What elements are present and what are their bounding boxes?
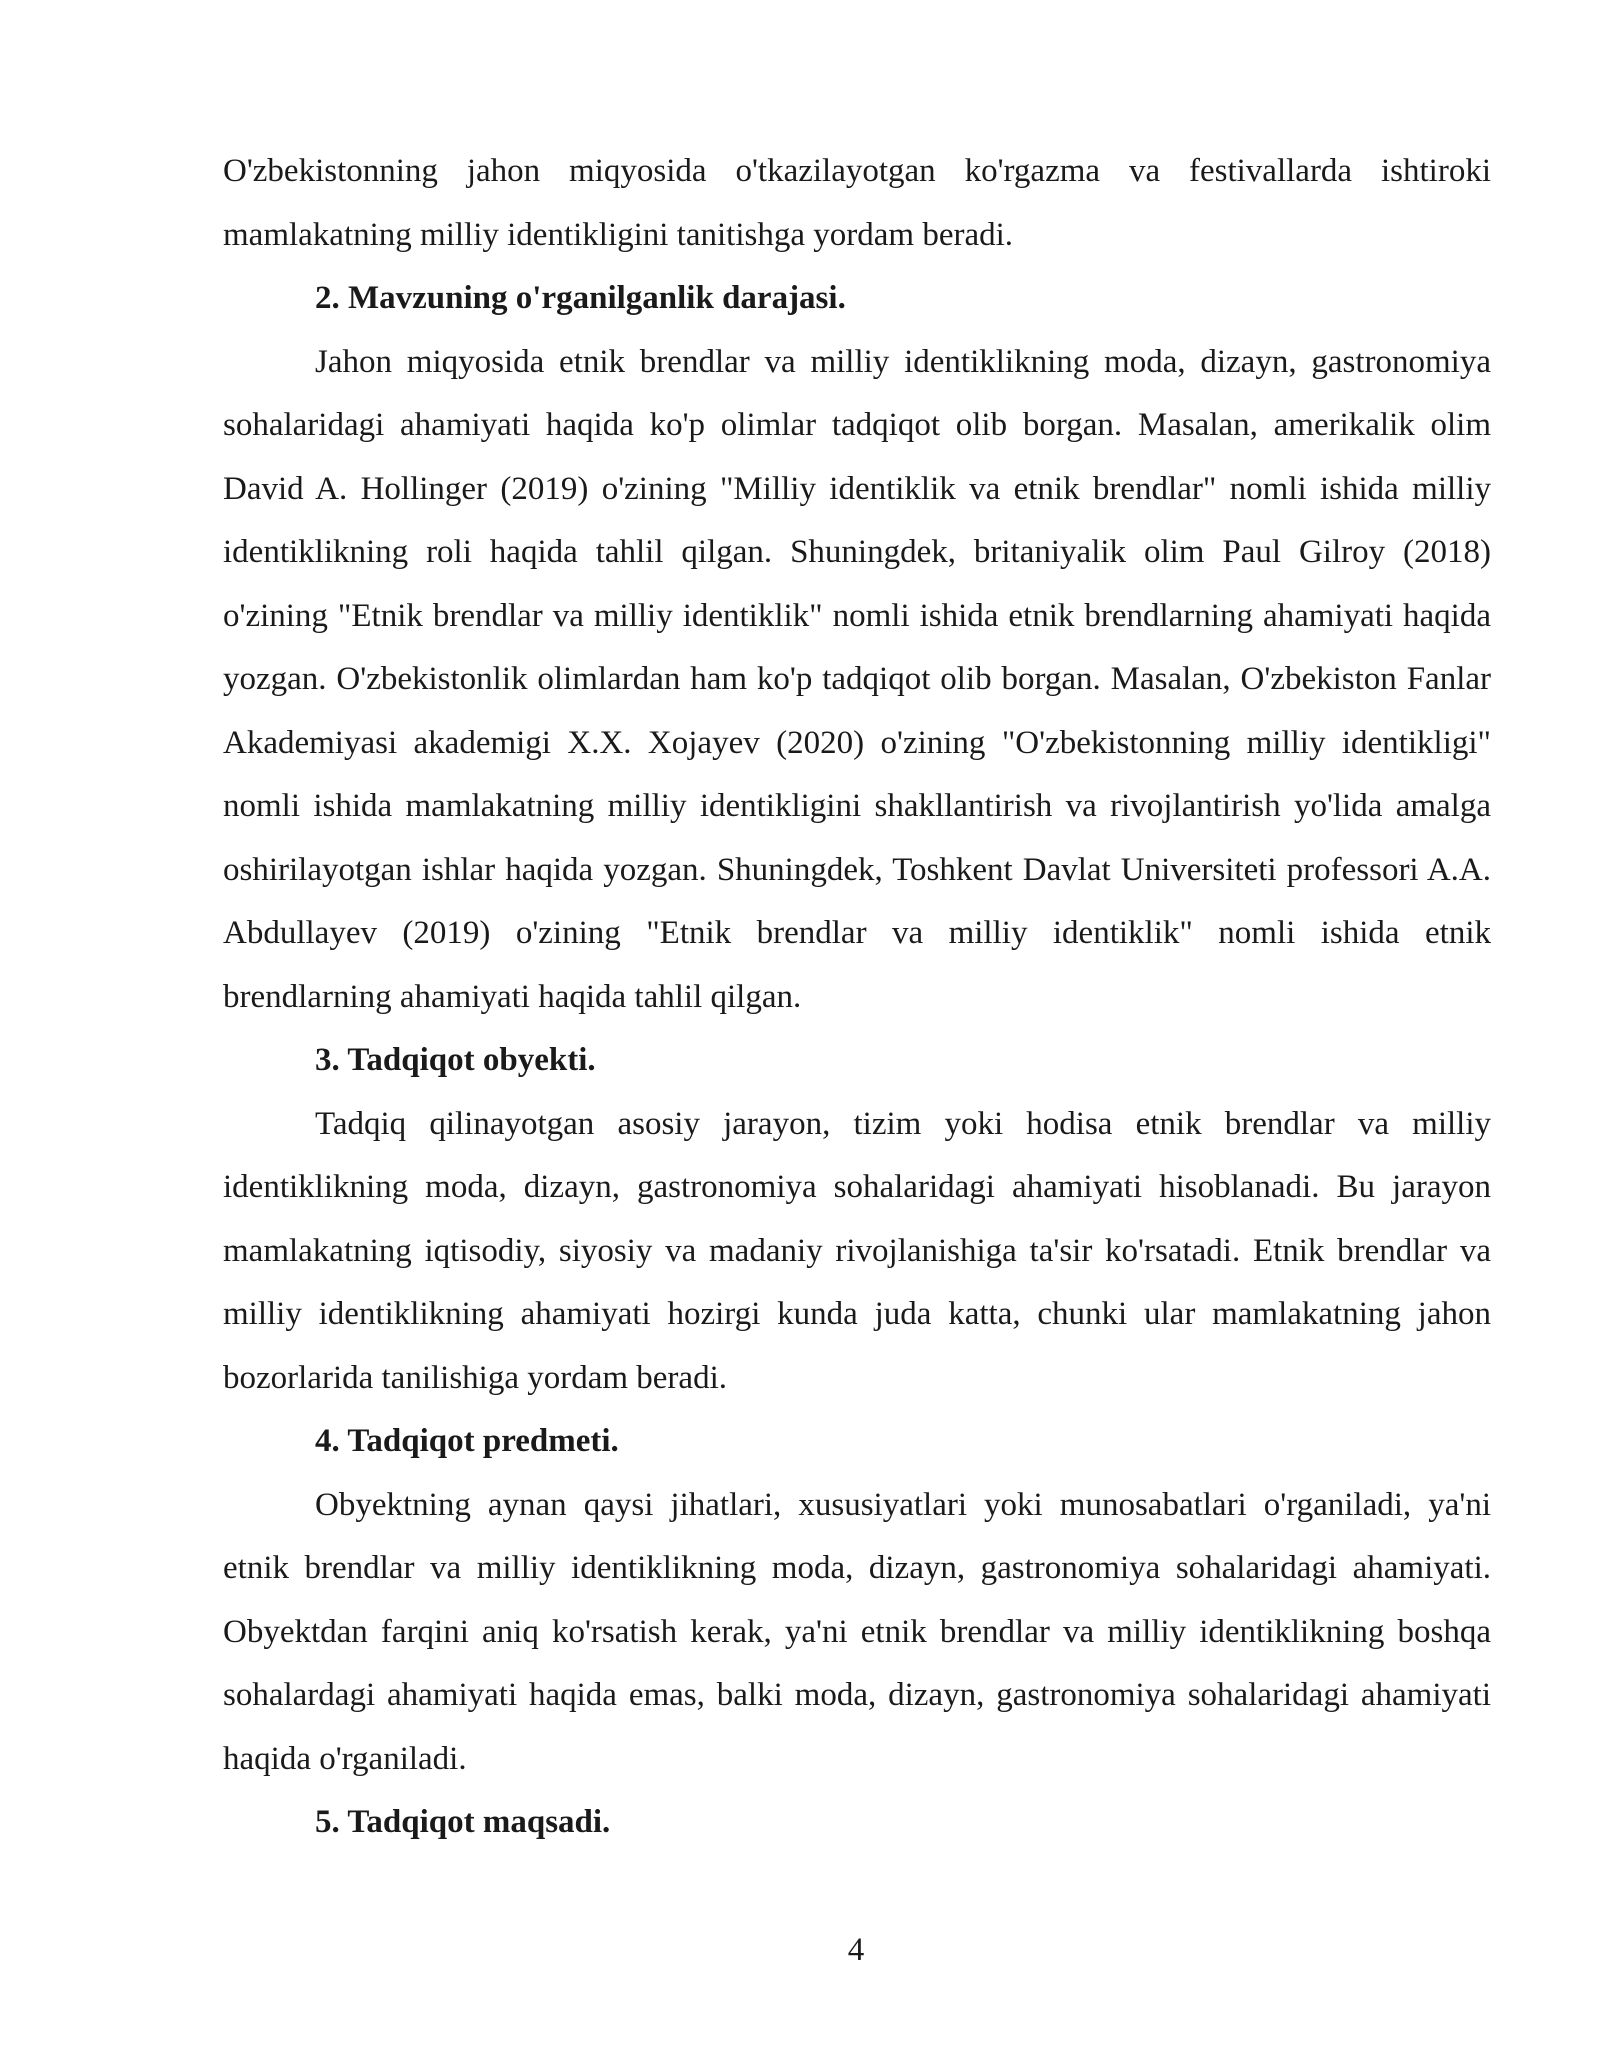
- section-heading-3: 3. Tadqiqot obyekti.: [315, 1042, 596, 1078]
- section-body-2: Jahon miqyosida etnik brendlar va milliy identiklikning moda, dizayn, gastronomiya sohalaridagi ahamiyati haqida ko'p olimlar tadqiqot olib borgan. Masalan, amerikalik olim David A. Hollinger (2019) o'zining "Milliy identiklik va etnik brendlar" nomli ishida milliy identiklikning roli haqida tahlil qilgan. Shuningdek, britaniyalik olim Paul Gilroy (2018) o'zining "Etnik brendlar va milliy identiklik" nomli ishida etnik brendlarning ahamiyati haqida yozgan. O'zbekistonlik olimlardan ham ko'p tadqiqot olib borgan. Masalan, O'zbekiston Fanlar Akademiyasi akademigi X.X. Xojayev (2020) o'zining "O'zbekistonning milliy identikligi" nomli ishida mamlakatning milliy identikligini shakllantirish va rivojlantirish yo'lida amalga oshirilayotgan ishlar haqida yozgan. Shuningdek, Toshkent Davlat Universiteti professori A.A. Abdullayev (2019) o'zining "Etnik brendlar va milliy identiklik" nomli ishida etnik brendlarning ahamiyati haqida tahlil qilgan.: [223, 343, 1491, 1015]
- section-heading-2: 2. Mavzuning o'rganilganlik darajasi.: [315, 280, 846, 316]
- page-number: 4: [847, 1932, 865, 1968]
- document-page: [223, 140, 1491, 1855]
- section-body-4: Obyektning aynan qaysi jihatlari, xususiyatlari yoki munosabatlari o'rganiladi, ya'ni etnik brendlar va milliy identiklikning moda, dizayn, gastronomiya sohalaridagi ahamiyati. Obyektdan farqini aniq ko'rsatish kerak, ya'ni etnik brendlar va milliy identiklikning boshqa sohalardagi ahamiyati haqida emas, balki moda, dizayn, gastronomiya sohalaridagi ahamiyati haqida o'rganiladi.: [223, 1486, 1491, 1777]
- section-body-3: Tadqiq qilinayotgan asosiy jarayon, tizim yoki hodisa etnik brendlar va milliy identiklikning moda, dizayn, gastronomiya sohalaridagi ahamiyati hisoblanadi. Bu jarayon mamlakatning iqtisodiy, siyosiy va madaniy rivojlanishiga ta'sir ko'rsatadi. Etnik brendlar va milliy identiklikning ahamiyati hozirgi kunda juda katta, chunki ular mamlakatning jahon bozorlarida tanilishiga yordam beradi.: [223, 1105, 1491, 1396]
- intro-paragraph: O'zbekistonning jahon miqyosida o'tkazilayotgan ko'rgazma va festivallarda ishtiroki mamlakatning milliy identikligini tanitishga yordam beradi.: [223, 153, 1491, 253]
- section-heading-5: 5. Tadqiqot maqsadi.: [315, 1804, 611, 1840]
- section-heading-4: 4. Tadqiqot predmeti.: [315, 1423, 619, 1459]
